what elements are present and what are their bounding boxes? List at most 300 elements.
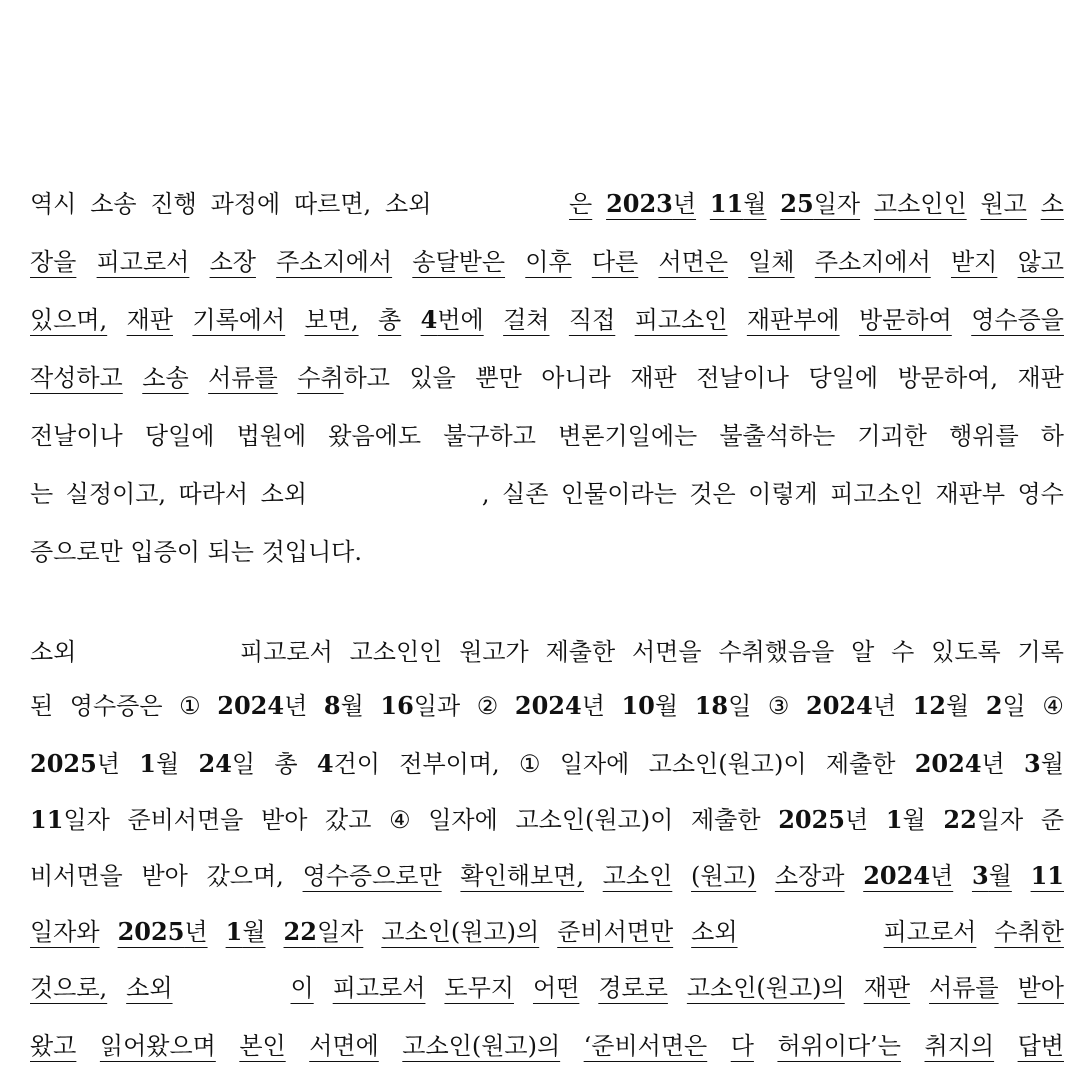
text-run: 재판부에 — [746, 306, 840, 334]
word — [649, 748, 807, 780]
text-run: 수취 — [297, 364, 344, 392]
text-run: 일체 — [748, 248, 795, 276]
text-run: 피고로서 — [240, 638, 333, 666]
text-run: 10 — [621, 691, 655, 720]
text-run: 준 — [1040, 806, 1064, 834]
word — [30, 1030, 76, 1062]
word — [569, 188, 592, 220]
word — [775, 860, 845, 892]
word — [30, 690, 53, 722]
redaction-gap — [192, 972, 272, 1004]
text-run: 비서면을 — [30, 862, 123, 890]
text-run: 실정이고, — [65, 480, 167, 508]
text-run: 소 — [1040, 190, 1064, 218]
text-run: 월 — [743, 190, 767, 218]
text-run: 불출석하는 — [719, 422, 836, 450]
word — [929, 972, 999, 1004]
text-run: 하 — [1040, 422, 1064, 450]
text-run: ④ — [389, 806, 411, 834]
text-run: 년 — [284, 692, 308, 720]
text-run: 것은 — [689, 480, 736, 508]
text-run: 월 — [988, 862, 1012, 890]
text-run: 일자와 — [30, 918, 100, 946]
text-run: 2025 — [30, 749, 97, 778]
word — [857, 420, 927, 452]
word — [30, 804, 110, 836]
text-run: 있도록 — [931, 638, 1001, 666]
word — [97, 246, 190, 278]
word — [1041, 188, 1064, 220]
word — [691, 860, 756, 892]
word — [515, 690, 605, 722]
text-run: 입증이 — [130, 538, 200, 566]
word — [208, 538, 254, 566]
text-run: 전부이며, — [399, 750, 500, 778]
text-run: 서면은 — [658, 248, 729, 276]
word — [606, 188, 696, 220]
word — [66, 478, 166, 510]
word — [546, 636, 616, 668]
text-run: 년 — [672, 190, 697, 218]
text-line — [30, 690, 1064, 722]
text-run: 는 — [30, 480, 54, 508]
word — [884, 916, 977, 948]
word — [142, 860, 188, 892]
word — [1041, 420, 1064, 452]
word — [305, 304, 359, 336]
text-run: 2024 — [914, 749, 982, 778]
text-run: 전날이나 — [30, 422, 123, 450]
text-run: 된 — [30, 692, 54, 720]
word — [1018, 246, 1064, 278]
text-run: 고소인(원고)의 — [381, 918, 540, 946]
text-run: 있으며, — [30, 306, 108, 334]
word — [477, 690, 499, 722]
text-run: 인물이라는 — [560, 480, 677, 508]
word — [210, 246, 256, 278]
word — [558, 420, 697, 452]
text-run: 2024 — [863, 861, 931, 890]
text-run: 고소인(원고)의 — [686, 974, 845, 1002]
text-run: 16 — [380, 691, 414, 720]
text-run: 걸쳐 — [503, 306, 550, 334]
text-run: 일자에 — [559, 750, 630, 778]
word — [192, 304, 285, 336]
word — [70, 690, 163, 722]
text-run: 갔으며, — [206, 862, 284, 890]
text-run: 2024 — [806, 691, 873, 720]
word — [402, 1030, 560, 1062]
word — [925, 1030, 995, 1062]
word — [569, 304, 615, 336]
text-run: 월 — [156, 750, 180, 778]
word — [412, 246, 505, 278]
word — [830, 478, 923, 510]
text-run: 제출한 — [545, 638, 616, 666]
word — [261, 478, 307, 510]
word — [30, 420, 123, 452]
word — [30, 246, 76, 278]
text-run: ① — [179, 692, 201, 720]
word — [891, 636, 914, 668]
word — [768, 690, 790, 722]
text-run: 1 — [139, 749, 156, 778]
word — [303, 860, 442, 892]
text-run: 1 — [885, 805, 903, 834]
text-run: 월 — [242, 918, 266, 946]
text-run: 재판 — [863, 974, 911, 1002]
word — [826, 748, 896, 780]
text-run: 허위이다’는 — [777, 1032, 901, 1060]
text-run: 경로로 — [598, 974, 668, 1002]
word — [333, 972, 426, 1004]
word — [1017, 362, 1063, 394]
text-run: 8 — [323, 691, 341, 720]
word — [691, 916, 737, 948]
text-run: 월 — [946, 692, 970, 720]
word — [127, 304, 173, 336]
text-run: 있을 — [409, 364, 456, 392]
text-run: 이 — [290, 974, 314, 1002]
text-run: 재판부 — [935, 480, 1006, 508]
text-run: 서류를 — [208, 364, 278, 392]
text-line — [30, 748, 1064, 780]
text-run: 소외 — [30, 638, 77, 666]
text-run: 일과 — [413, 692, 461, 720]
word — [274, 748, 297, 780]
word — [658, 246, 728, 278]
word — [971, 304, 1064, 336]
word — [328, 420, 421, 452]
word — [863, 860, 953, 892]
text-run: 일자에 — [428, 806, 498, 834]
text-run: 년 — [581, 692, 605, 720]
text-line — [30, 1030, 1064, 1062]
text-run: 영수증으로만 — [302, 862, 442, 890]
text-run: , — [481, 480, 490, 508]
word — [459, 636, 529, 668]
word — [428, 804, 498, 836]
word — [561, 478, 677, 510]
word — [399, 748, 499, 780]
word — [935, 478, 1005, 510]
word — [30, 304, 107, 336]
word — [1018, 972, 1064, 1004]
word — [410, 362, 456, 394]
text-line — [30, 478, 1064, 510]
text-run: 총 — [378, 306, 402, 334]
word — [777, 1030, 901, 1062]
text-run: 따라서 — [178, 480, 249, 508]
word — [421, 304, 484, 336]
text-run: 본인 — [239, 1032, 286, 1060]
word — [519, 748, 541, 780]
text-run: 이후 — [525, 248, 572, 276]
text-run: 당일에 — [808, 364, 879, 392]
text-run: 기괴한 — [857, 422, 927, 450]
text-run: 진행 — [150, 190, 197, 218]
word — [747, 304, 840, 336]
text-run: 소송 — [90, 190, 137, 218]
text-run: 소장 — [209, 248, 256, 276]
word — [211, 188, 281, 220]
word — [515, 804, 673, 836]
text-run: 소외 — [260, 480, 307, 508]
word — [443, 420, 536, 452]
text-run: 준비서면만 — [557, 918, 674, 946]
word — [748, 246, 794, 278]
text-run: 소외 — [385, 190, 432, 218]
word — [150, 188, 196, 220]
text-run: 서면에 — [309, 1032, 379, 1060]
text-line — [30, 972, 1064, 1004]
text-run: 왔음에도 — [328, 422, 422, 450]
text-run: 월 — [902, 806, 926, 834]
word — [217, 690, 307, 722]
redaction-gap — [93, 636, 223, 668]
word — [695, 690, 752, 722]
word — [294, 188, 371, 220]
word — [208, 362, 278, 394]
word — [237, 420, 307, 452]
text-run: 확인해보면, — [460, 862, 584, 890]
text-run: (원고) — [691, 862, 757, 890]
text-run: 11 — [30, 805, 64, 834]
text-run: 제출한 — [690, 806, 761, 834]
text-run: 피고소인 — [634, 306, 728, 334]
word — [130, 538, 200, 566]
text-line — [30, 246, 1064, 278]
text-run: 영수증을 — [971, 306, 1064, 334]
word — [719, 420, 835, 452]
text-run: 월 — [654, 692, 679, 720]
text-run: 25 — [780, 189, 814, 218]
text-run: 일 — [231, 750, 256, 778]
text-run: 직접 — [568, 306, 616, 334]
text-run: 일자 — [813, 190, 861, 218]
text-run: 기록 — [1017, 638, 1064, 666]
word — [276, 246, 392, 278]
text-run: 2023 — [606, 189, 673, 218]
word — [179, 690, 201, 722]
text-run: 번에 — [437, 306, 484, 334]
text-run: 영수증은 — [69, 692, 163, 720]
text-line — [30, 362, 1064, 394]
word — [951, 246, 997, 278]
word — [630, 362, 676, 394]
word — [30, 916, 100, 948]
word — [592, 246, 638, 278]
word — [874, 188, 967, 220]
text-run: 어떤 — [532, 974, 580, 1002]
text-run: 받아 — [1017, 974, 1064, 1002]
text-run: 년 — [930, 862, 954, 890]
text-run: 주소지에서 — [276, 248, 393, 276]
word — [261, 804, 307, 836]
word — [444, 972, 514, 1004]
text-run: 아니라 — [541, 364, 611, 392]
text-line — [30, 536, 1064, 568]
word — [475, 362, 521, 394]
text-run: 12 — [912, 691, 947, 720]
text-run: 일자 — [976, 806, 1024, 834]
text-run: 역시 — [30, 190, 77, 218]
word — [689, 478, 735, 510]
word — [1042, 690, 1064, 722]
word — [30, 538, 123, 566]
text-run: 이렇게 — [748, 480, 818, 508]
word — [324, 690, 364, 722]
word — [949, 420, 1019, 452]
text-run: 수 — [891, 638, 915, 666]
redaction-gap — [319, 478, 469, 510]
word — [30, 188, 76, 220]
text-run: 피고로서 — [332, 974, 426, 1002]
text-run: 도무지 — [444, 974, 514, 1002]
text-run: 수취했음을 — [718, 638, 835, 666]
word — [30, 478, 53, 510]
word — [718, 636, 834, 668]
text-run: 원고 — [980, 190, 1027, 218]
text-run: 일자 — [63, 806, 110, 834]
text-run: 고소인(원고)의 — [402, 1032, 561, 1060]
word — [309, 1030, 379, 1062]
text-run: 고소인인 — [349, 638, 443, 666]
word — [778, 804, 868, 836]
word — [915, 748, 1005, 780]
word — [380, 690, 460, 722]
word — [972, 860, 1012, 892]
word — [809, 362, 879, 394]
redaction-gap — [756, 916, 866, 948]
word — [815, 246, 931, 278]
word — [145, 420, 215, 452]
text-run: 월 — [340, 692, 364, 720]
text-run: 다 — [730, 1032, 754, 1060]
text-run: 소장과 — [774, 862, 845, 890]
word — [931, 636, 1001, 668]
text-line — [30, 916, 1064, 948]
word — [598, 972, 668, 1004]
word — [100, 1030, 216, 1062]
text-run: 년 — [184, 918, 208, 946]
text-run: 것입니다. — [261, 538, 362, 566]
word — [199, 748, 256, 780]
text-run: 전날이나 — [696, 364, 789, 392]
word — [30, 860, 123, 892]
text-run: 1 — [225, 917, 243, 946]
word — [913, 690, 970, 722]
text-run: 일자 — [316, 918, 364, 946]
word — [139, 748, 179, 780]
text-run: 않고 — [1017, 248, 1064, 276]
word — [30, 748, 120, 780]
text-run: 재판 — [126, 306, 173, 334]
text-run: 22 — [943, 805, 977, 834]
text-run: 22 — [283, 917, 317, 946]
word — [90, 188, 136, 220]
word — [502, 478, 548, 510]
text-line — [30, 860, 1064, 892]
word — [381, 916, 539, 948]
word — [297, 362, 390, 394]
word — [632, 636, 702, 668]
text-run: 하고 — [343, 364, 390, 392]
word — [533, 972, 579, 1004]
word — [503, 304, 549, 336]
word — [557, 916, 673, 948]
word — [806, 690, 896, 722]
text-run: 뿐만 — [475, 364, 522, 392]
text-run: 4 — [316, 749, 334, 778]
text-run: 받지 — [950, 248, 998, 276]
text-run: 읽어왔으며 — [99, 1032, 216, 1060]
word — [291, 972, 314, 1004]
word — [284, 916, 364, 948]
text-run: 알 — [851, 638, 875, 666]
word — [864, 972, 910, 1004]
word — [986, 690, 1026, 722]
text-run: 2024 — [514, 691, 582, 720]
text-run: 갔고 — [325, 806, 372, 834]
text-run: 서류를 — [929, 974, 999, 1002]
text-run: 받아 — [141, 862, 188, 890]
text-run: 되는 — [207, 538, 254, 566]
text-run: 방문하여, — [897, 364, 998, 392]
text-run: 년 — [872, 692, 896, 720]
text-run: 총 — [274, 750, 298, 778]
text-run: ① — [518, 750, 541, 778]
text-run: 2024 — [217, 691, 285, 720]
text-run: 방문하여 — [859, 306, 952, 334]
word — [541, 362, 611, 394]
word — [240, 636, 333, 668]
text-line — [30, 804, 1064, 836]
text-run: 주소지에서 — [814, 248, 931, 276]
word — [710, 188, 767, 220]
text-run: 원고가 — [459, 638, 529, 666]
word — [207, 860, 284, 892]
word — [378, 304, 401, 336]
text-run: 일 — [728, 692, 752, 720]
word — [317, 748, 380, 780]
word — [127, 804, 243, 836]
text-run: 취지의 — [924, 1032, 995, 1060]
word — [780, 188, 860, 220]
text-run: 작성하고 — [30, 364, 123, 392]
word — [1024, 748, 1064, 780]
word — [898, 362, 998, 394]
text-line — [30, 636, 1064, 668]
text-run: 수취한 — [994, 918, 1064, 946]
word — [142, 362, 188, 394]
word — [943, 804, 1023, 836]
text-run: 4 — [420, 305, 438, 334]
text-run: 다른 — [591, 248, 639, 276]
text-run: 소외 — [691, 918, 738, 946]
text-run: 재판 — [630, 364, 677, 392]
word — [1018, 636, 1064, 668]
word — [482, 478, 490, 510]
word — [239, 1030, 285, 1062]
text-line — [30, 188, 1064, 220]
word — [635, 304, 728, 336]
text-run: 년 — [844, 806, 869, 834]
text-run: 따르면, — [294, 190, 372, 218]
text-run: 장을 — [30, 248, 77, 276]
word — [1031, 860, 1064, 892]
text-run: 건이 — [333, 750, 380, 778]
